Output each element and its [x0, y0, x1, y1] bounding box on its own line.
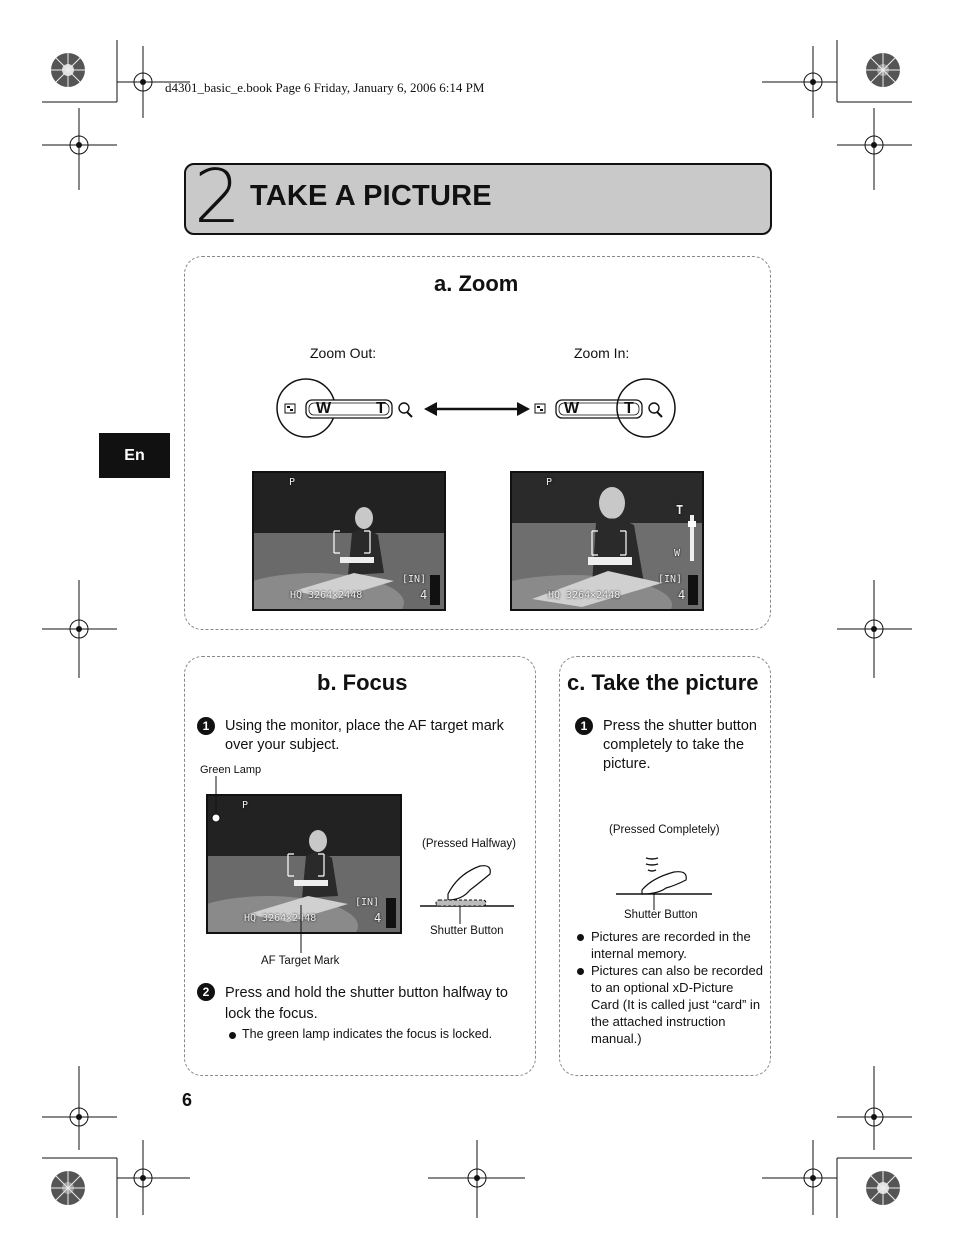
- shutter-completely-diagram: [612, 856, 716, 910]
- green-lamp-label: Green Lamp: [200, 764, 262, 776]
- zoom-out-label: Zoom Out:: [310, 345, 377, 361]
- focus-note: The green lamp indicates the focus is locked.: [242, 1027, 493, 1041]
- focus-quality: HQ 3264×2448: [244, 913, 317, 924]
- take-bullet1-dot: [577, 934, 584, 941]
- focus-step1-number: 1: [197, 717, 215, 735]
- double-arrow-icon: [424, 400, 530, 418]
- zoom-in-mode: P: [546, 477, 553, 488]
- zoom-in-lever-t: T: [624, 400, 634, 417]
- zoom-in-lever-diagram: [532, 376, 678, 440]
- focus-memory: [IN]: [355, 897, 380, 908]
- zoom-in-zoom-w: W: [674, 548, 681, 559]
- focus-note-bullet: [229, 1032, 236, 1039]
- print-line: d4301_basic_e.book Page 6 Friday, January 6, 2006 6:14 PM: [165, 80, 485, 95]
- zoom-out-mode: P: [289, 477, 296, 488]
- zoom-in-zoom-t: T: [676, 503, 684, 517]
- chapter-number: 2: [194, 154, 242, 240]
- af-target-label: AF Target Mark: [261, 955, 340, 967]
- focus-step1-text: Using the monitor, place the AF target mark over your subject.: [225, 718, 504, 753]
- focus-shots: 4: [374, 911, 382, 925]
- zoom-out-memory: [IN]: [402, 574, 427, 585]
- zoom-in-shots: 4: [678, 588, 686, 602]
- take-bullet1-text: Pictures are recorded in the internal memory.: [591, 929, 751, 961]
- chapter-title: TAKE A PICTURE: [250, 180, 492, 212]
- take-bullet2-text: Pictures can also be recorded to an optional xD-Picture Card (It is called just “card” in the attached instruction manual.): [591, 963, 763, 1046]
- pressed-completely-label: (Pressed Completely): [609, 824, 720, 836]
- zoom-out-lever-t: T: [376, 400, 386, 417]
- zoom-out-quality: HQ 3264×2448: [290, 590, 363, 601]
- focus-mode: P: [242, 800, 249, 811]
- take-shutter-button-label: Shutter Button: [624, 909, 698, 921]
- language-tab: En: [99, 433, 170, 478]
- zoom-in-label: Zoom In:: [574, 345, 630, 361]
- af-target-callout: [296, 905, 306, 955]
- zoom-in-quality: HQ 3264×2448: [548, 590, 621, 601]
- take-bullet2-dot: [577, 968, 584, 975]
- take-step1-text: Press the shutter button completely to take the picture.: [603, 718, 757, 772]
- focus-shutter-button-label: Shutter Button: [430, 925, 504, 937]
- zoom-out-shots: 4: [420, 588, 428, 602]
- zoom-in-memory: [IN]: [658, 574, 683, 585]
- zoom-out-lever-w: W: [316, 400, 332, 417]
- pressed-halfway-label: (Pressed Halfway): [422, 838, 516, 850]
- take-picture-heading: c. Take the picture: [567, 670, 759, 695]
- focus-heading: b. Focus: [317, 670, 408, 695]
- page-number: 6: [182, 1090, 193, 1110]
- green-lamp-callout: [206, 776, 226, 824]
- zoom-in-lever-w: W: [564, 400, 580, 417]
- take-step1-number: 1: [575, 717, 593, 735]
- zoom-out-lever-diagram: [276, 376, 420, 440]
- shutter-halfway-diagram: [418, 860, 518, 924]
- focus-step2-text: Press and hold the shutter button halfway to lock the focus.: [225, 985, 508, 1022]
- zoom-heading: a. Zoom: [434, 271, 519, 296]
- focus-step2-number: 2: [197, 983, 215, 1001]
